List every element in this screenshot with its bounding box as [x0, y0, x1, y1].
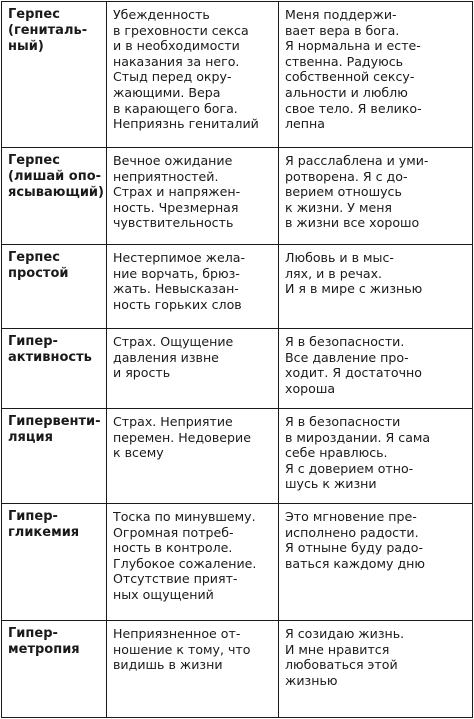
cause-cell [107, 329, 279, 409]
condition-cell [2, 2, 107, 148]
cause-line: Нестерпимое жела- [113, 250, 246, 265]
pattern-cell [279, 621, 473, 718]
condition-line: (лишай опо- [8, 169, 102, 184]
condition-cell [2, 409, 107, 504]
cause-line: ность. Чрезмерная [113, 199, 239, 215]
cause-line: Страх. Неприятие [113, 414, 233, 429]
pattern-line: в мироздании. Я сама [285, 429, 431, 445]
table-row [2, 148, 473, 245]
pattern-line: Я в безопасности [285, 414, 401, 429]
cause-line: ние ворчать, брюз- [113, 265, 240, 281]
cause-cell [107, 245, 279, 329]
condition-line: метропия [8, 642, 80, 657]
pattern-line: в жизни все хорошо [285, 215, 420, 231]
cause-line: к всему [113, 445, 164, 461]
pattern-line: свое тело. Я велико- [285, 100, 422, 116]
cause-cell [107, 621, 279, 718]
pattern-line: к жизни. У меня [285, 199, 392, 215]
cause-line: и в необходимости [113, 38, 240, 54]
pattern-line: лях, и в речах. [285, 265, 383, 281]
pattern-cell [279, 409, 473, 504]
cause-line: Неприязнь гениталий [113, 116, 259, 132]
cause-line: Глубокое сожаление. [113, 555, 257, 571]
condition-cell [2, 329, 107, 409]
pattern-line: ваться каждому дню [285, 555, 425, 571]
pattern-line: Все давление про- [285, 349, 409, 365]
cause-line: Огромная потреб- [113, 524, 234, 540]
cause-line: Стыд перед окру- [113, 69, 232, 85]
condition-line: простой [8, 266, 69, 281]
cause-line: чувствительность [113, 215, 234, 231]
condition-line: (гениталь- [8, 23, 88, 38]
condition-line: Герпес [8, 153, 60, 168]
pattern-line: собственной сексу- [285, 69, 415, 85]
condition-cell [2, 504, 107, 621]
condition-cell [2, 245, 107, 329]
condition-line: Гипервенти- [8, 414, 101, 429]
pattern-line: Любовь и в мыс- [285, 250, 394, 265]
condition-line: активность [8, 350, 92, 365]
pattern-line: ственна. Радуюсь [285, 53, 404, 69]
pattern-line: себе нравлюсь. [285, 445, 388, 461]
condition-line: Гипер- [8, 509, 58, 524]
cause-line: давления извне [113, 349, 219, 365]
cause-line: Тоска по минувшему. [113, 509, 256, 524]
cause-line: жать. Невысказан- [113, 281, 239, 297]
pattern-line: Я с доверием отно- [285, 460, 414, 476]
pattern-line: И мне нравится [285, 641, 390, 657]
cause-line: Отсутствие прият- [113, 571, 238, 587]
cause-line: в греховности секса [113, 22, 249, 38]
table-row [2, 329, 473, 409]
cause-line: ность в контроле. [113, 540, 233, 556]
pattern-line: шусь к жизни [285, 476, 377, 492]
pattern-cell [279, 2, 473, 148]
table-row [2, 621, 473, 718]
condition-line: Гипер- [8, 626, 58, 641]
table-row [2, 409, 473, 504]
pattern-line: вает вера в бога. [285, 22, 400, 38]
pattern-line: И я в мире с жизнью [285, 281, 423, 297]
pattern-line: Это мгновение пре- [285, 509, 417, 524]
pattern-line: Я нормальна и есте- [285, 38, 421, 54]
cause-line: Вечное ожидание [113, 153, 233, 168]
pattern-cell [279, 148, 473, 245]
pattern-cell [279, 504, 473, 621]
condition-line: ный) [8, 39, 44, 54]
cause-cell [107, 2, 279, 148]
cause-line: видишь в жизни [113, 657, 223, 673]
condition-cell [2, 148, 107, 245]
pattern-line: Я в безопасности. [285, 334, 405, 349]
pattern-line: хороша [285, 380, 336, 396]
condition-line: Герпес [8, 250, 60, 265]
table-row [2, 504, 473, 621]
pattern-line: альности и люблю [285, 84, 408, 100]
cause-line: ношение к тому, что [113, 641, 251, 657]
cause-cell [107, 409, 279, 504]
cause-line: Страх. Ощущение [113, 334, 234, 349]
pattern-line: Меня поддержи- [285, 7, 397, 22]
cause-line: Страх и напряжен- [113, 184, 241, 200]
pattern-cell [279, 245, 473, 329]
pattern-line: Я отныне буду радо- [285, 540, 424, 556]
table-row [2, 2, 473, 148]
cause-line: в карающего бога. [113, 100, 238, 116]
pattern-line: ходит. Я достаточно [285, 365, 422, 381]
table-row [2, 245, 473, 329]
condition-line: ясывающий) [8, 185, 104, 200]
condition-line: Герпес [8, 7, 60, 22]
pattern-line: Я созидаю жизнь. [285, 626, 405, 641]
pattern-line: Я расслаблена и уми- [285, 153, 429, 168]
cause-line: и ярость [113, 365, 171, 381]
cause-line: жающими. Вера [113, 84, 221, 100]
pattern-line: любоваться этой [285, 657, 398, 673]
condition-line: Гипер- [8, 334, 58, 349]
cause-line: Убежденность [113, 7, 210, 22]
pattern-line: лепна [285, 116, 325, 132]
pattern-line: ротворена. Я с до- [285, 168, 408, 184]
pattern-line: исполнено радости. [285, 524, 419, 540]
pattern-line: жизнью [285, 672, 338, 688]
cause-line: неприятностей. [113, 168, 219, 184]
cause-line: ных ощущений [113, 586, 214, 602]
condition-line: ляция [8, 430, 53, 445]
cause-cell [107, 148, 279, 245]
condition-cell [2, 621, 107, 718]
cause-line: Неприязненное от- [113, 626, 241, 641]
cause-cell [107, 504, 279, 621]
cause-line: наказания за него. [113, 53, 240, 69]
cause-line: ность горьких слов [113, 296, 242, 312]
cause-line: перемен. Недоверие [113, 429, 251, 445]
pattern-cell [279, 329, 473, 409]
pattern-line: верием отношусь [285, 184, 402, 200]
condition-line: гликемия [8, 525, 80, 540]
affirmation-table [1, 1, 473, 718]
